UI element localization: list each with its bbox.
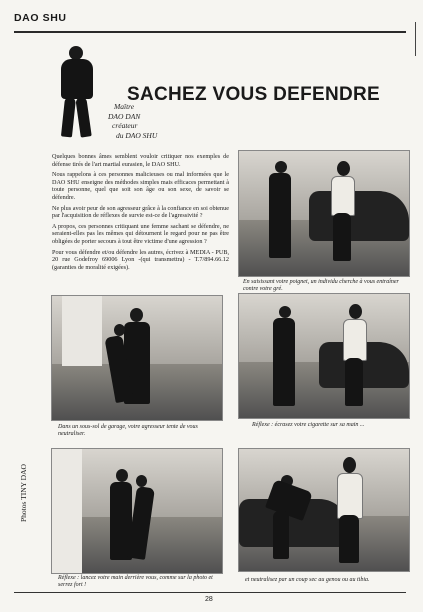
body-paragraph: A propos, ces personnes critiquant une femme sachant se défendre, ne seraient-elles pas les mêmes qui détournent le regard pour ne pas être obligées de porter secours à tout être victime d'une agression ? (52, 222, 229, 245)
body-paragraph: Nous rappelons à ces personnes malicieuses ou mal informées que le DAO SHU enseigne des méthodes simples mais efficaces permettant à toute personne, quel que soit son âge ou son sexe, de savoir se défendre. (52, 171, 229, 201)
body-paragraph: Pour vous défendre et/ou défendre les autres, écrivez à MEDIA - PUB, 20 rue Godefroy 69006 Lyon -(qui transmettra) - T.7/894.66.12 (garanties de moralité exigées). (52, 248, 229, 271)
photo-hand-behind (51, 448, 223, 574)
body-paragraph: Ne plus avoir peur de son agresseur grâce à la confiance en soi obtenue par l'acquisition de réflexes de survie est-ce de l'agressivité ? (52, 204, 229, 220)
master-portrait-photo (51, 42, 103, 144)
photo-caption: Dans un sous-sol de garage, votre agresseur tente de vous neutraliser. (58, 424, 198, 438)
byline-line: DAO DAN (108, 111, 141, 121)
photo-caption: et neutralisez par un coup sec au genou ou au tibia. (245, 577, 370, 583)
body-paragraph: Quelques bonnes âmes semblent vouloir critiquer nos exemples de défense tirés de l'art martial eurasien, le DAO SHU. (52, 153, 229, 168)
photo-cigarette-reflex (238, 293, 410, 419)
page-number: 28 (205, 596, 213, 603)
byline-line: créateur (112, 121, 138, 130)
footer-rule (14, 592, 406, 593)
margin-bar (415, 22, 416, 56)
header-rule (14, 31, 406, 33)
photo-garage-attack (51, 295, 223, 421)
byline (108, 102, 157, 140)
byline-line: Maître (114, 102, 135, 111)
photo-knee-strike (238, 448, 410, 572)
magazine-section-header: DAO SHU (14, 12, 67, 24)
article-title: SACHEZ VOUS DEFENDRE (127, 84, 381, 105)
article-body (52, 153, 229, 274)
photo-caption: Réflexe : écrasez votre cigarette sur sa main ... (252, 422, 365, 428)
byline-line: du DAO SHU (116, 130, 158, 140)
photo-credit: Photos TINY DAO (19, 464, 28, 522)
photo-wrist-grab (238, 150, 410, 277)
photo-caption: Réflexe : lancez votre main derrière vous, comme sur la photo et serrez fort ! (58, 575, 213, 589)
photo-caption: En saisissant votre poignet, un individu cherche à vous entraîner contre votre gré. (243, 279, 399, 293)
